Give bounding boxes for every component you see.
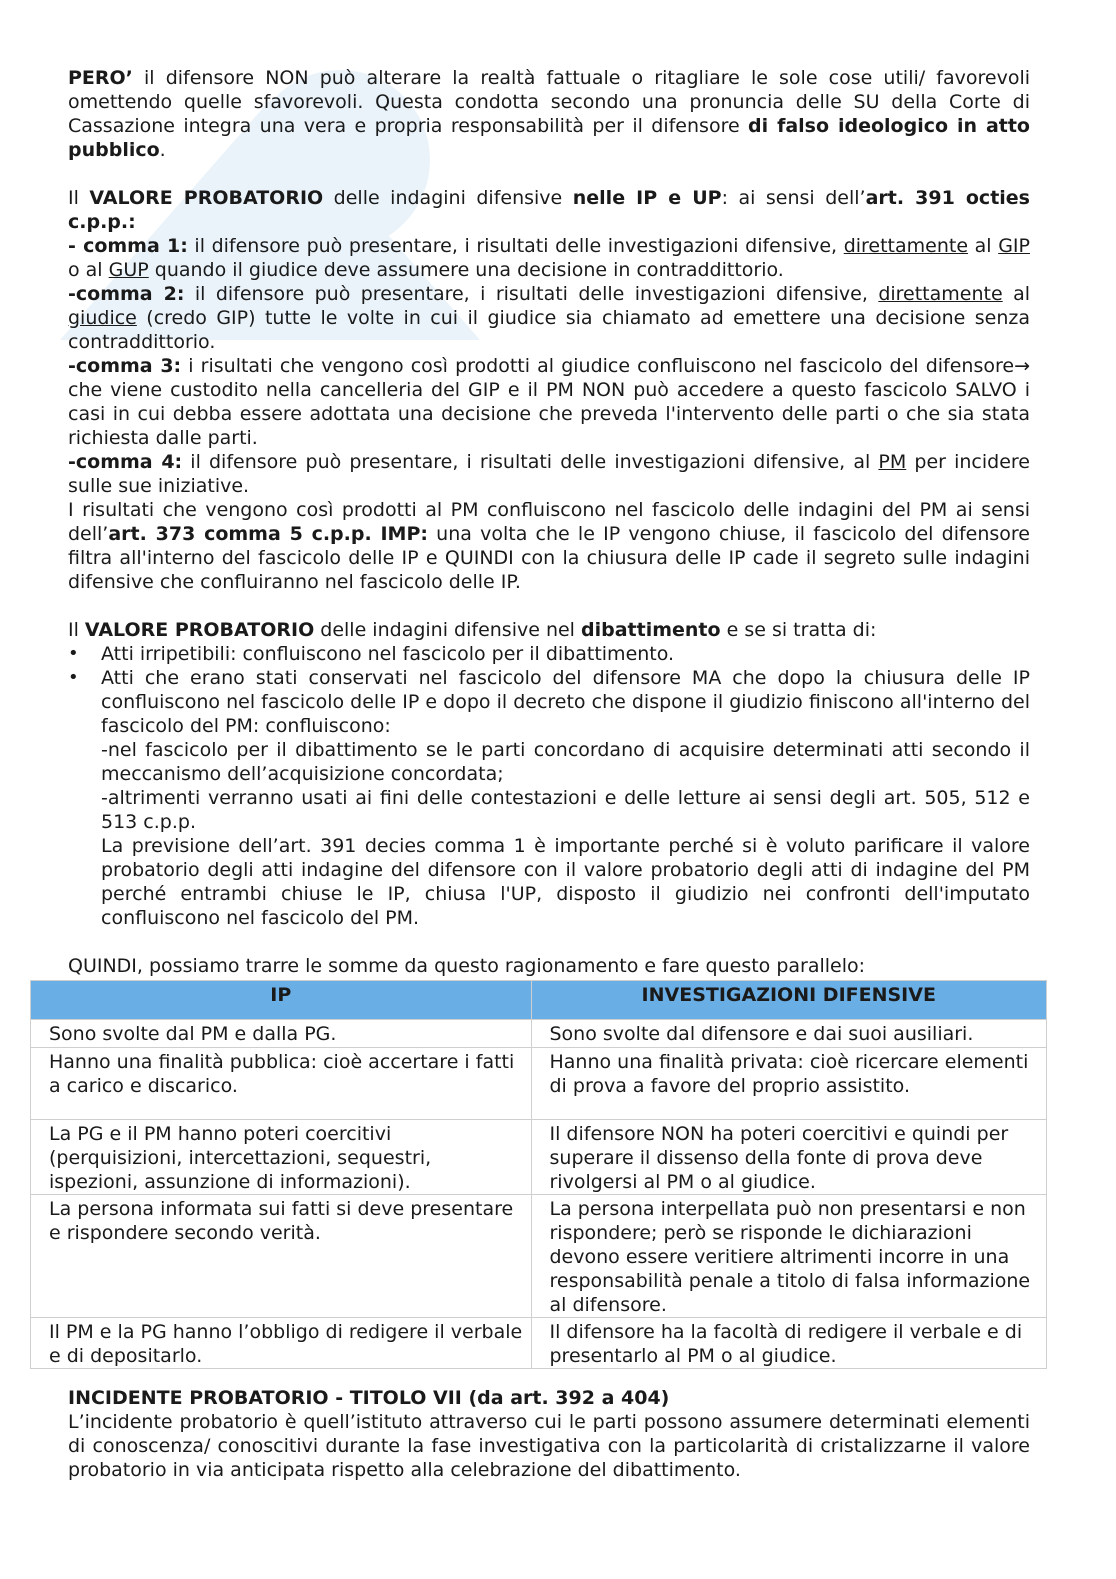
paragraph-valore-dibattimento: Il VALORE PROBATORIO delle indagini difensive nel dibattimento e se si tratta di:: [68, 619, 877, 641]
incidente-section: [68, 1386, 1030, 1482]
table-header-row: [31, 981, 1047, 1020]
sub-item: -altrimenti verranno usati ai fini delle contestazioni e delle letture ai sensi degli art. 505, 512 e 513 c.p.p.: [101, 787, 1030, 833]
comma-4: -comma 4: il difensore può presentare, i risultati delle investigazioni difensive, al PM per incidere sulle sue iniziative.: [68, 451, 1030, 497]
arrow-icon: →: [1014, 355, 1030, 377]
table-row: La PG e il PM hanno poteri coercitivi (perquisizioni, intercettazioni, sequestri, ispezioni, assunzione di informazioni). Il difensore NON ha poteri coercitivi e quindi per superare il dissenso della fonte di prova deve rivolgersi al PM o al giudice.: [31, 1120, 1047, 1195]
comma-1: - comma 1: il difensore può presentare, i risultati delle investigazioni difensive, direttamente al GIP o al GUP quando il giudice deve assumere una decisione in contraddittorio.: [68, 235, 1030, 281]
bullet-list: [68, 642, 1030, 930]
section-heading: INCIDENTE PROBATORIO - TITOLO VII (da art. 392 a 404): [68, 1387, 670, 1409]
section-body: L’incidente probatorio è quell’istituto attraverso cui le parti possono assumere determinati elementi di conoscenza/ conoscitivi durante la fase investigativa con la particolarità di cristalizzarne il valore probatorio in via anticipata rispetto alla celebrazione del dibattimento.: [68, 1411, 1030, 1481]
paragraph-art-373: I risultati che vengono così prodotti al PM confluiscono nel fascicolo delle indagini del PM ai sensi dell’art. 373 comma 5 c.p.p. IMP: una volta che le IP vengono chiuse, il fascicolo del difensore filtra all'interno del fascicolo delle IP e QUINDI con la chiusura delle IP cade il segreto sulle indagini difensive che confluiranno nel fascicolo delle IP.: [68, 499, 1030, 593]
header-ip: IP: [31, 981, 532, 1020]
list-item: • Atti irripetibili: confluiscono nel fascicolo per il dibattimento.: [68, 642, 1030, 666]
list-item: • Atti che erano stati conservati nel fascicolo del difensore MA che dopo la chiusura delle IP confluiscono nel fascicolo delle IP e dopo il decreto che dispone il giudizio finiscono all'interno del fascicolo del PM: confluiscono: -nel fascicolo per il dibattimento se le parti concordano di acquisire determinati atti secondo il meccanismo dell’acquisizione concordata; -altrimenti verranno usati ai fini delle contestazioni e delle letture ai sensi degli art. 505, 512 e 513 c.p.p. La previsione dell’art. 391 decies comma 1 è importante perché si è voluto parificare il valore probatorio degli atti indagine del difensore con il valore probatorio degli atti di indagine del PM perché entrambi chiuse le IP, chiusa l'UP, disposto il giudizio nei confronti dell'imputato confluiscono nel fascicolo del PM.: [68, 666, 1030, 930]
sub-item: -nel fascicolo per il dibattimento se le parti concordano di acquisire determinati atti secondo il meccanismo dell’acquisizione concordata;: [101, 739, 1030, 785]
paragraph-pero: PERO’ il difensore NON può alterare la realtà fattuale o ritagliare le sole cose utili/ favorevoli omettendo quelle sfavorevoli. Questa condotta secondo una pronuncia delle SU della Corte di Cassazione integra una vera e propria responsabilità per il difensore di falso ideologico in atto pubblico.: [68, 67, 1030, 161]
table-row: Hanno una finalità pubblica: cioè accertare i fatti a carico e discarico. Hanno una finalità privata: cioè ricercare elementi di prova a favore del proprio assistito.: [31, 1048, 1047, 1120]
table-row: Sono svolte dal PM e dalla PG. Sono svolte dal difensore e dai suoi ausiliari.: [31, 1020, 1047, 1048]
comparison-table: [30, 980, 1047, 1369]
comma-3: -comma 3: i risultati che vengono così prodotti al giudice confluiscono nel fascicolo del difensore→ che viene custodito nella cancelleria del GIP e il PM NON può accedere a questo fascicolo SALVO i casi in cui debba essere adottata una decisione che preveda l'intervento delle parti o che sia stata richiesta dalle parti.: [68, 355, 1030, 449]
paragraph-valore-ip-up: Il VALORE PROBATORIO delle indagini difensive nelle IP e UP: ai sensi dell’art. 391 octies c.p.p.:: [68, 187, 1030, 233]
document-body: [68, 66, 1030, 978]
table-row: La persona informata sui fatti si deve presentare e rispondere secondo verità. La persona interpellata può non presentarsi e non rispondere; però se risponde le dichiarazioni devono essere veritiere altrimenti incorre in una responsabilità penale a titolo di falsa informazione al difensore.: [31, 1195, 1047, 1318]
table-row: Il PM e la PG hanno l’obbligo di redigere il verbale e di depositarlo. Il difensore ha la facoltà di redigere il verbale e di presentarlo al PM o al giudice.: [31, 1318, 1047, 1369]
comma-2: -comma 2: il difensore può presentare, i risultati delle investigazioni difensive, direttamente al giudice (credo GIP) tutte le volte in cui il giudice sia chiamato ad emettere una decisione senza contraddittorio.: [68, 283, 1031, 353]
paragraph-quindi: QUINDI, possiamo trarre le somme da questo ragionamento e fare questo parallelo:: [68, 955, 866, 977]
sub-item: La previsione dell’art. 391 decies comma 1 è importante perché si è voluto parificare il valore probatorio degli atti indagine del difensore con il valore probatorio degli atti di indagine del PM perché entrambi chiuse le IP, chiusa l'UP, disposto il giudizio nei confronti dell'imputato confluiscono nel fascicolo del PM.: [101, 835, 1030, 929]
header-investigazioni: INVESTIGAZIONI DIFENSIVE: [531, 981, 1047, 1020]
